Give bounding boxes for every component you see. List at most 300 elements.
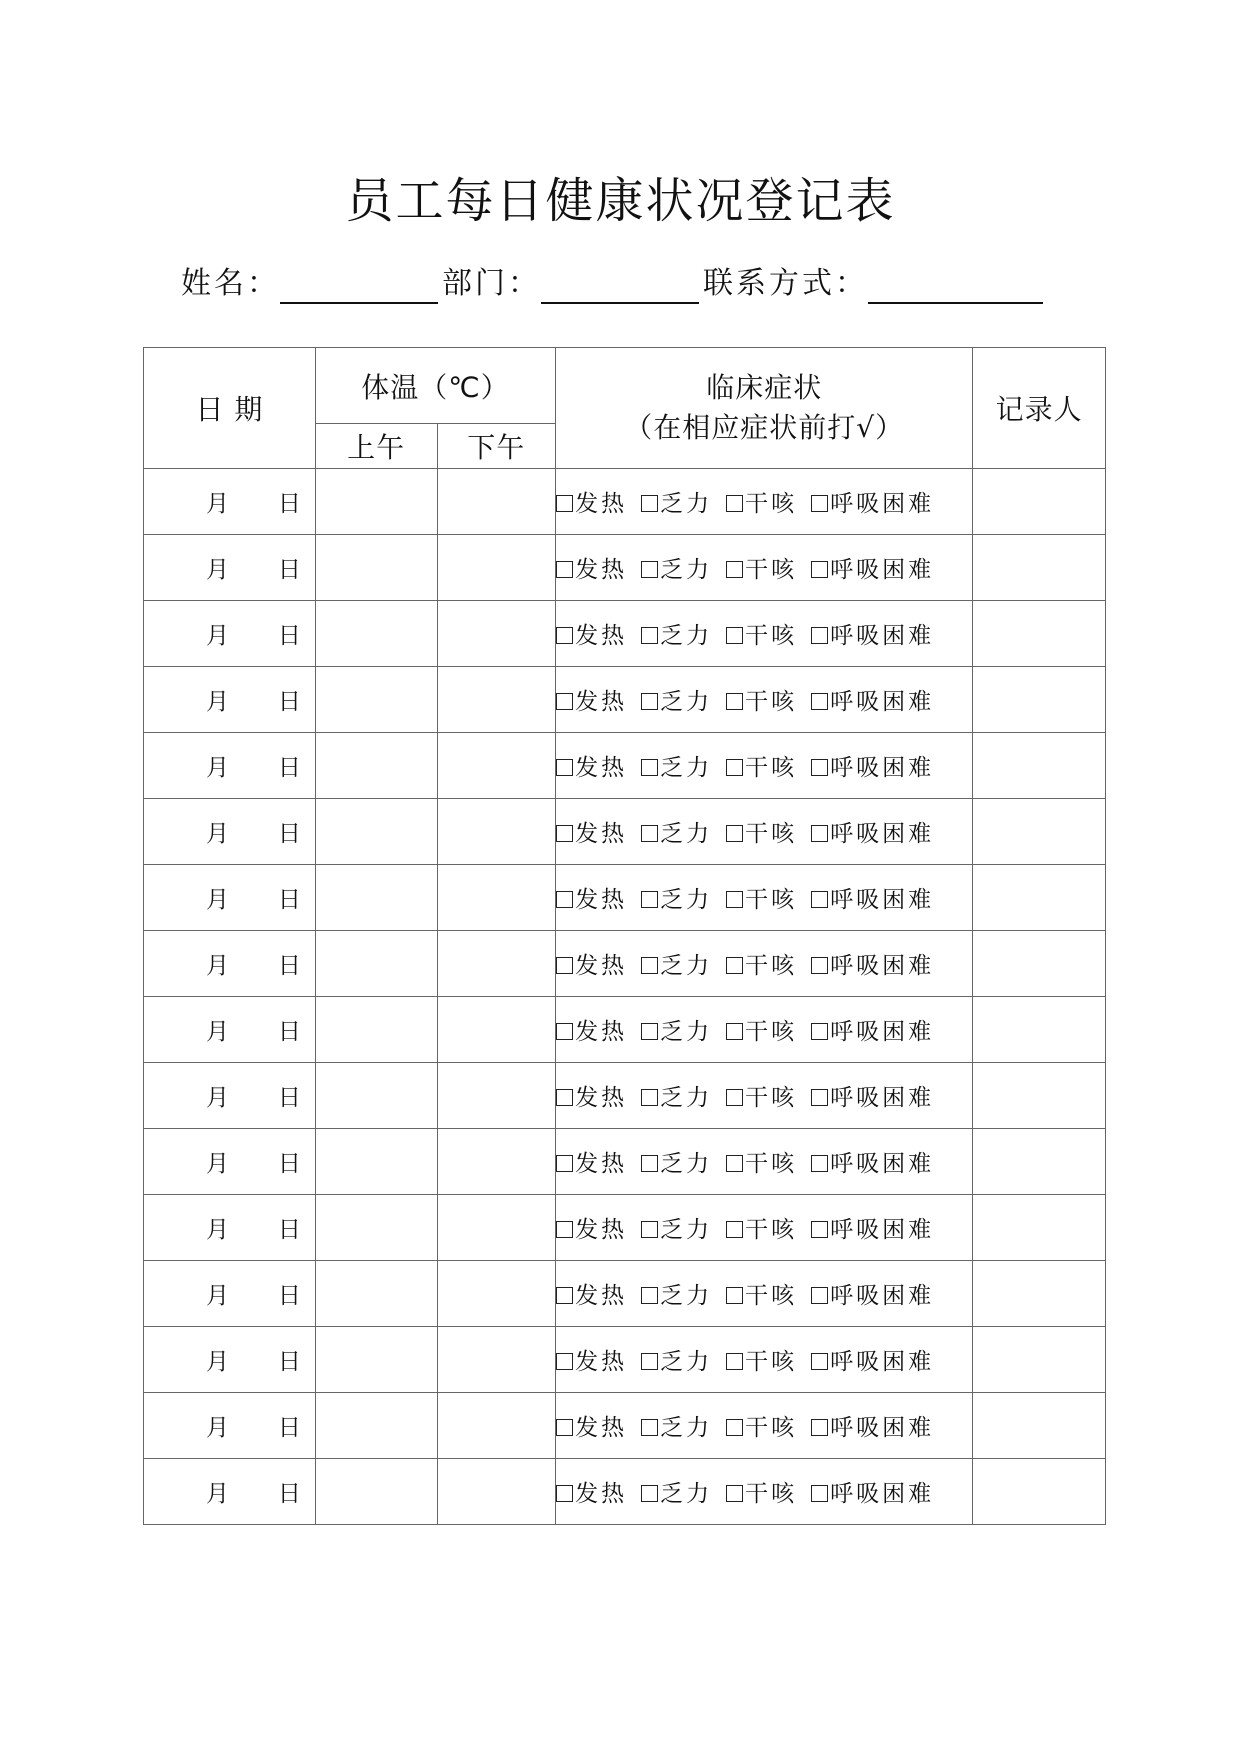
recorder-cell[interactable] bbox=[973, 1459, 1106, 1525]
symptom-label: 呼吸困难 bbox=[830, 953, 935, 979]
checkbox-icon[interactable] bbox=[641, 561, 658, 578]
pm-temp-cell[interactable] bbox=[437, 865, 556, 931]
symptom-label: 干咳 bbox=[745, 1349, 798, 1375]
symptom-option[interactable] bbox=[556, 485, 627, 518]
month-label: 月 bbox=[206, 491, 229, 517]
am-temp-cell[interactable] bbox=[315, 1129, 437, 1195]
symptom-option[interactable] bbox=[556, 881, 627, 914]
symptom-option[interactable] bbox=[811, 683, 934, 716]
symptom-label: 干咳 bbox=[745, 755, 798, 781]
symptom-option[interactable] bbox=[811, 1013, 934, 1046]
date-cell[interactable] bbox=[144, 667, 316, 733]
month-label: 月 bbox=[206, 1349, 229, 1375]
checkbox-icon[interactable] bbox=[641, 1089, 658, 1106]
symptom-option[interactable] bbox=[726, 1343, 797, 1376]
am-temp-cell[interactable] bbox=[315, 865, 437, 931]
symptom-option[interactable] bbox=[726, 617, 797, 650]
date-cell[interactable] bbox=[144, 865, 316, 931]
symptom-option[interactable] bbox=[641, 947, 712, 980]
symptom-label: 干咳 bbox=[745, 1283, 798, 1309]
symptom-label: 呼吸困难 bbox=[830, 821, 935, 847]
symptom-option[interactable] bbox=[726, 1277, 797, 1310]
symptom-label: 干咳 bbox=[745, 1481, 798, 1507]
month-label: 月 bbox=[206, 1481, 229, 1507]
symptom-option[interactable] bbox=[641, 1211, 712, 1244]
recorder-cell[interactable] bbox=[973, 469, 1106, 535]
pm-temp-cell[interactable] bbox=[437, 1129, 556, 1195]
checkbox-icon[interactable] bbox=[556, 1155, 573, 1172]
pm-temp-cell[interactable] bbox=[437, 667, 556, 733]
day-label: 日 bbox=[277, 491, 301, 517]
symptom-option[interactable] bbox=[641, 617, 712, 650]
date-cell[interactable] bbox=[144, 535, 316, 601]
symptom-option[interactable] bbox=[726, 1409, 797, 1442]
symptom-option[interactable] bbox=[556, 749, 627, 782]
month-label: 月 bbox=[206, 1415, 229, 1441]
contact-field[interactable] bbox=[868, 264, 1043, 304]
symptom-label: 乏力 bbox=[660, 1283, 713, 1309]
recorder-cell[interactable] bbox=[973, 799, 1106, 865]
checkbox-icon[interactable] bbox=[726, 957, 743, 974]
name-field[interactable] bbox=[280, 264, 438, 304]
checkbox-icon[interactable] bbox=[641, 1353, 658, 1370]
symptom-option[interactable] bbox=[811, 551, 934, 584]
pm-temp-cell[interactable] bbox=[437, 1393, 556, 1459]
recorder-cell[interactable] bbox=[973, 667, 1106, 733]
am-temp-cell[interactable] bbox=[315, 1459, 437, 1525]
symptom-option[interactable] bbox=[641, 881, 712, 914]
symptom-option[interactable] bbox=[726, 1079, 797, 1112]
header-recorder: 记录人 bbox=[973, 348, 1106, 469]
am-temp-cell[interactable] bbox=[315, 601, 437, 667]
day-label: 日 bbox=[277, 755, 301, 781]
symptom-label: 呼吸困难 bbox=[830, 623, 935, 649]
month-label: 月 bbox=[206, 755, 229, 781]
symptom-option[interactable] bbox=[811, 1145, 934, 1178]
symptom-option[interactable] bbox=[811, 1343, 934, 1376]
symptoms-cell bbox=[556, 1195, 973, 1261]
checkbox-icon[interactable] bbox=[811, 1485, 828, 1502]
day-label: 日 bbox=[277, 1349, 301, 1375]
recorder-cell[interactable] bbox=[973, 733, 1106, 799]
table-row bbox=[144, 667, 1106, 733]
symptom-label: 乏力 bbox=[660, 1217, 713, 1243]
pm-temp-cell[interactable] bbox=[437, 535, 556, 601]
date-cell[interactable] bbox=[144, 1129, 316, 1195]
checkbox-icon[interactable] bbox=[556, 957, 573, 974]
checkbox-icon[interactable] bbox=[811, 561, 828, 578]
month-label: 月 bbox=[206, 953, 229, 979]
checkbox-icon[interactable] bbox=[811, 1419, 828, 1436]
checkbox-icon[interactable] bbox=[811, 825, 828, 842]
checkbox-icon[interactable] bbox=[641, 759, 658, 776]
date-cell[interactable] bbox=[144, 1063, 316, 1129]
symptom-label: 乏力 bbox=[660, 1019, 713, 1045]
symptoms-cell bbox=[556, 1129, 973, 1195]
symptom-option[interactable] bbox=[556, 683, 627, 716]
table-row bbox=[144, 997, 1106, 1063]
symptom-option[interactable] bbox=[726, 1475, 797, 1508]
symptom-option[interactable] bbox=[811, 1475, 934, 1508]
am-temp-cell[interactable] bbox=[315, 1327, 437, 1393]
pm-temp-cell[interactable] bbox=[437, 1261, 556, 1327]
checkbox-icon[interactable] bbox=[726, 759, 743, 776]
symptom-label: 干咳 bbox=[745, 821, 798, 847]
day-label: 日 bbox=[277, 1415, 301, 1441]
recorder-cell[interactable] bbox=[973, 601, 1106, 667]
symptom-label: 乏力 bbox=[660, 1085, 713, 1111]
symptom-option[interactable] bbox=[811, 947, 934, 980]
symptom-label: 呼吸困难 bbox=[830, 1481, 935, 1507]
symptom-option[interactable] bbox=[641, 815, 712, 848]
month-label: 月 bbox=[206, 1085, 229, 1111]
am-temp-cell[interactable] bbox=[315, 997, 437, 1063]
checkbox-icon[interactable] bbox=[811, 957, 828, 974]
symptom-option[interactable] bbox=[641, 1475, 712, 1508]
day-label: 日 bbox=[277, 887, 301, 913]
symptom-option[interactable] bbox=[726, 485, 797, 518]
symptom-option[interactable] bbox=[641, 1145, 712, 1178]
checkbox-icon[interactable] bbox=[811, 891, 828, 908]
table-row bbox=[144, 1393, 1106, 1459]
pm-temp-cell[interactable] bbox=[437, 1195, 556, 1261]
symptom-label: 发热 bbox=[575, 887, 628, 913]
checkbox-icon[interactable] bbox=[726, 1485, 743, 1502]
date-cell[interactable] bbox=[144, 1327, 316, 1393]
symptoms-cell bbox=[556, 535, 973, 601]
symptoms-cell bbox=[556, 469, 973, 535]
symptom-label: 发热 bbox=[575, 689, 628, 715]
table-row bbox=[144, 469, 1106, 535]
am-temp-cell[interactable] bbox=[315, 1063, 437, 1129]
day-label: 日 bbox=[277, 1217, 301, 1243]
header-symptoms bbox=[556, 348, 973, 469]
symptom-label: 乏力 bbox=[660, 1349, 713, 1375]
symptom-option[interactable] bbox=[726, 815, 797, 848]
checkbox-icon[interactable] bbox=[811, 1155, 828, 1172]
recorder-cell[interactable] bbox=[973, 1063, 1106, 1129]
recorder-cell[interactable] bbox=[973, 1195, 1106, 1261]
checkbox-icon[interactable] bbox=[726, 693, 743, 710]
symptom-label: 乏力 bbox=[660, 491, 713, 517]
checkbox-icon[interactable] bbox=[556, 1089, 573, 1106]
symptom-option[interactable] bbox=[641, 1409, 712, 1442]
checkbox-icon[interactable] bbox=[641, 693, 658, 710]
symptom-label: 呼吸困难 bbox=[830, 887, 935, 913]
date-cell[interactable] bbox=[144, 469, 316, 535]
recorder-cell[interactable] bbox=[973, 535, 1106, 601]
symptom-label: 干咳 bbox=[745, 623, 798, 649]
table-row bbox=[144, 1063, 1106, 1129]
am-temp-cell[interactable] bbox=[315, 799, 437, 865]
checkbox-icon[interactable] bbox=[556, 627, 573, 644]
symptom-label: 发热 bbox=[575, 623, 628, 649]
checkbox-icon[interactable] bbox=[726, 1353, 743, 1370]
symptom-label: 呼吸困难 bbox=[830, 1415, 935, 1441]
table-row bbox=[144, 1261, 1106, 1327]
checkbox-icon[interactable] bbox=[726, 495, 743, 512]
symptom-label: 发热 bbox=[575, 821, 628, 847]
symptom-option[interactable] bbox=[556, 1145, 627, 1178]
am-temp-cell[interactable] bbox=[315, 733, 437, 799]
checkbox-icon[interactable] bbox=[641, 1023, 658, 1040]
symptoms-cell bbox=[556, 931, 973, 997]
checkbox-icon[interactable] bbox=[556, 1287, 573, 1304]
symptom-option[interactable] bbox=[811, 485, 934, 518]
symptom-option[interactable] bbox=[556, 1343, 627, 1376]
checkbox-icon[interactable] bbox=[641, 957, 658, 974]
date-cell[interactable] bbox=[144, 799, 316, 865]
symptom-option[interactable] bbox=[556, 947, 627, 980]
symptoms-cell bbox=[556, 865, 973, 931]
checkbox-icon[interactable] bbox=[556, 1485, 573, 1502]
checkbox-icon[interactable] bbox=[726, 627, 743, 644]
checkbox-icon[interactable] bbox=[641, 1221, 658, 1238]
checkbox-icon[interactable] bbox=[641, 1419, 658, 1436]
pm-temp-cell[interactable] bbox=[437, 997, 556, 1063]
checkbox-icon[interactable] bbox=[641, 495, 658, 512]
header-am: 上午 bbox=[315, 424, 437, 469]
symptom-option[interactable] bbox=[641, 1277, 712, 1310]
symptom-option[interactable] bbox=[811, 1409, 934, 1442]
month-label: 月 bbox=[206, 1283, 229, 1309]
symptom-option[interactable] bbox=[556, 1079, 627, 1112]
symptom-option[interactable] bbox=[556, 1277, 627, 1310]
date-cell[interactable] bbox=[144, 1195, 316, 1261]
checkbox-icon[interactable] bbox=[556, 1419, 573, 1436]
checkbox-icon[interactable] bbox=[641, 891, 658, 908]
symptom-option[interactable] bbox=[726, 683, 797, 716]
am-temp-cell[interactable] bbox=[315, 931, 437, 997]
checkbox-icon[interactable] bbox=[811, 1023, 828, 1040]
checkbox-icon[interactable] bbox=[726, 891, 743, 908]
month-label: 月 bbox=[206, 821, 229, 847]
symptom-label: 干咳 bbox=[745, 1217, 798, 1243]
checkbox-icon[interactable] bbox=[556, 1023, 573, 1040]
department-field[interactable] bbox=[541, 264, 699, 304]
table-body bbox=[144, 469, 1106, 1525]
day-label: 日 bbox=[277, 1481, 301, 1507]
contact-label: 联系方式： bbox=[703, 266, 868, 301]
recorder-cell[interactable] bbox=[973, 1129, 1106, 1195]
symptom-label: 乏力 bbox=[660, 953, 713, 979]
pm-temp-cell[interactable] bbox=[437, 1327, 556, 1393]
pm-temp-cell[interactable] bbox=[437, 733, 556, 799]
symptom-label: 发热 bbox=[575, 1217, 628, 1243]
symptoms-cell bbox=[556, 997, 973, 1063]
symptom-label: 发热 bbox=[575, 755, 628, 781]
header-symptoms-hint: （在相应症状前打√） bbox=[624, 411, 905, 444]
table-row bbox=[144, 865, 1106, 931]
symptom-option[interactable] bbox=[556, 1013, 627, 1046]
am-temp-cell[interactable] bbox=[315, 469, 437, 535]
day-label: 日 bbox=[277, 1151, 301, 1177]
date-cell[interactable] bbox=[144, 931, 316, 997]
table-row bbox=[144, 535, 1106, 601]
recorder-cell[interactable] bbox=[973, 1393, 1106, 1459]
symptom-label: 干咳 bbox=[745, 953, 798, 979]
checkbox-icon[interactable] bbox=[641, 1155, 658, 1172]
date-cell[interactable] bbox=[144, 1459, 316, 1525]
checkbox-icon[interactable] bbox=[556, 825, 573, 842]
checkbox-icon[interactable] bbox=[726, 1419, 743, 1436]
symptom-label: 乏力 bbox=[660, 1481, 713, 1507]
symptom-option[interactable] bbox=[811, 749, 934, 782]
symptom-label: 干咳 bbox=[745, 1151, 798, 1177]
checkbox-icon[interactable] bbox=[726, 1221, 743, 1238]
recorder-cell[interactable] bbox=[973, 997, 1106, 1063]
checkbox-icon[interactable] bbox=[811, 495, 828, 512]
checkbox-icon[interactable] bbox=[641, 825, 658, 842]
symptom-option[interactable] bbox=[726, 749, 797, 782]
symptom-option[interactable] bbox=[556, 1409, 627, 1442]
day-label: 日 bbox=[277, 1085, 301, 1111]
month-label: 月 bbox=[206, 623, 229, 649]
month-label: 月 bbox=[206, 887, 229, 913]
checkbox-icon[interactable] bbox=[556, 1221, 573, 1238]
date-cell[interactable] bbox=[144, 733, 316, 799]
symptom-option[interactable] bbox=[726, 1145, 797, 1178]
recorder-cell[interactable] bbox=[973, 1261, 1106, 1327]
symptoms-cell bbox=[556, 1327, 973, 1393]
table-row bbox=[144, 931, 1106, 997]
symptom-label: 呼吸困难 bbox=[830, 557, 935, 583]
header-temperature: 体温（℃） bbox=[315, 348, 555, 424]
checkbox-icon[interactable] bbox=[556, 495, 573, 512]
symptom-label: 发热 bbox=[575, 1019, 628, 1045]
day-label: 日 bbox=[277, 821, 301, 847]
symptom-option[interactable] bbox=[811, 881, 934, 914]
symptom-option[interactable] bbox=[556, 1475, 627, 1508]
pm-temp-cell[interactable] bbox=[437, 601, 556, 667]
date-cell[interactable] bbox=[144, 997, 316, 1063]
checkbox-icon[interactable] bbox=[811, 1221, 828, 1238]
checkbox-icon[interactable] bbox=[811, 1089, 828, 1106]
symptoms-cell bbox=[556, 1261, 973, 1327]
checkbox-icon[interactable] bbox=[811, 759, 828, 776]
pm-temp-cell[interactable] bbox=[437, 1459, 556, 1525]
am-temp-cell[interactable] bbox=[315, 1261, 437, 1327]
checkbox-icon[interactable] bbox=[726, 1287, 743, 1304]
checkbox-icon[interactable] bbox=[726, 825, 743, 842]
recorder-cell[interactable] bbox=[973, 931, 1106, 997]
symptom-option[interactable] bbox=[811, 1079, 934, 1112]
checkbox-icon[interactable] bbox=[811, 1287, 828, 1304]
checkbox-icon[interactable] bbox=[811, 627, 828, 644]
am-temp-cell[interactable] bbox=[315, 535, 437, 601]
checkbox-icon[interactable] bbox=[556, 561, 573, 578]
checkbox-icon[interactable] bbox=[726, 1023, 743, 1040]
month-label: 月 bbox=[206, 1151, 229, 1177]
symptom-option[interactable] bbox=[556, 617, 627, 650]
date-cell[interactable] bbox=[144, 1393, 316, 1459]
symptom-label: 发热 bbox=[575, 557, 628, 583]
symptoms-cell bbox=[556, 799, 973, 865]
symptom-option[interactable] bbox=[811, 1277, 934, 1310]
table-row bbox=[144, 1195, 1106, 1261]
symptom-option[interactable] bbox=[811, 1211, 934, 1244]
symptoms-cell bbox=[556, 667, 973, 733]
symptom-label: 乏力 bbox=[660, 1151, 713, 1177]
am-temp-cell[interactable] bbox=[315, 1195, 437, 1261]
symptom-label: 干咳 bbox=[745, 557, 798, 583]
symptom-label: 乏力 bbox=[660, 1415, 713, 1441]
symptom-label: 呼吸困难 bbox=[830, 755, 935, 781]
info-line bbox=[181, 258, 1047, 304]
symptoms-cell bbox=[556, 1063, 973, 1129]
symptom-option[interactable] bbox=[641, 551, 712, 584]
pm-temp-cell[interactable] bbox=[437, 1063, 556, 1129]
symptom-option[interactable] bbox=[556, 551, 627, 584]
recorder-cell[interactable] bbox=[973, 1327, 1106, 1393]
symptom-option[interactable] bbox=[556, 815, 627, 848]
pm-temp-cell[interactable] bbox=[437, 931, 556, 997]
symptom-option[interactable] bbox=[641, 683, 712, 716]
symptom-label: 发热 bbox=[575, 491, 628, 517]
symptom-label: 呼吸困难 bbox=[830, 491, 935, 517]
checkbox-icon[interactable] bbox=[726, 1155, 743, 1172]
checkbox-icon[interactable] bbox=[556, 1353, 573, 1370]
symptom-option[interactable] bbox=[556, 1211, 627, 1244]
header-date: 日 期 bbox=[144, 348, 316, 469]
symptom-label: 发热 bbox=[575, 1283, 628, 1309]
symptom-label: 呼吸困难 bbox=[830, 1019, 935, 1045]
symptom-option[interactable] bbox=[726, 1211, 797, 1244]
symptom-option[interactable] bbox=[641, 749, 712, 782]
month-label: 月 bbox=[206, 1019, 229, 1045]
date-cell[interactable] bbox=[144, 1261, 316, 1327]
checkbox-icon[interactable] bbox=[556, 891, 573, 908]
symptom-label: 乏力 bbox=[660, 689, 713, 715]
symptom-option[interactable] bbox=[811, 815, 934, 848]
table-row bbox=[144, 1129, 1106, 1195]
checkbox-icon[interactable] bbox=[556, 693, 573, 710]
symptom-label: 发热 bbox=[575, 1415, 628, 1441]
recorder-cell[interactable] bbox=[973, 865, 1106, 931]
symptom-option[interactable] bbox=[641, 1079, 712, 1112]
checkbox-icon[interactable] bbox=[556, 759, 573, 776]
checkbox-icon[interactable] bbox=[641, 627, 658, 644]
am-temp-cell[interactable] bbox=[315, 1393, 437, 1459]
date-cell[interactable] bbox=[144, 601, 316, 667]
table-row bbox=[144, 601, 1106, 667]
symptom-option[interactable] bbox=[726, 947, 797, 980]
month-label: 月 bbox=[206, 689, 229, 715]
symptom-option[interactable] bbox=[811, 617, 934, 650]
checkbox-icon[interactable] bbox=[641, 1485, 658, 1502]
symptom-label: 呼吸困难 bbox=[830, 1151, 935, 1177]
checkbox-icon[interactable] bbox=[811, 1353, 828, 1370]
symptom-label: 乏力 bbox=[660, 887, 713, 913]
symptom-option[interactable] bbox=[726, 551, 797, 584]
symptom-label: 呼吸困难 bbox=[830, 1349, 935, 1375]
symptom-option[interactable] bbox=[641, 1013, 712, 1046]
symptom-option[interactable] bbox=[641, 1343, 712, 1376]
checkbox-icon[interactable] bbox=[726, 561, 743, 578]
symptom-option[interactable] bbox=[641, 485, 712, 518]
pm-temp-cell[interactable] bbox=[437, 799, 556, 865]
checkbox-icon[interactable] bbox=[641, 1287, 658, 1304]
checkbox-icon[interactable] bbox=[726, 1089, 743, 1106]
symptoms-cell bbox=[556, 733, 973, 799]
symptom-option[interactable] bbox=[726, 1013, 797, 1046]
day-label: 日 bbox=[277, 557, 301, 583]
pm-temp-cell[interactable] bbox=[437, 469, 556, 535]
am-temp-cell[interactable] bbox=[315, 667, 437, 733]
checkbox-icon[interactable] bbox=[811, 693, 828, 710]
month-label: 月 bbox=[206, 557, 229, 583]
symptom-option[interactable] bbox=[726, 881, 797, 914]
